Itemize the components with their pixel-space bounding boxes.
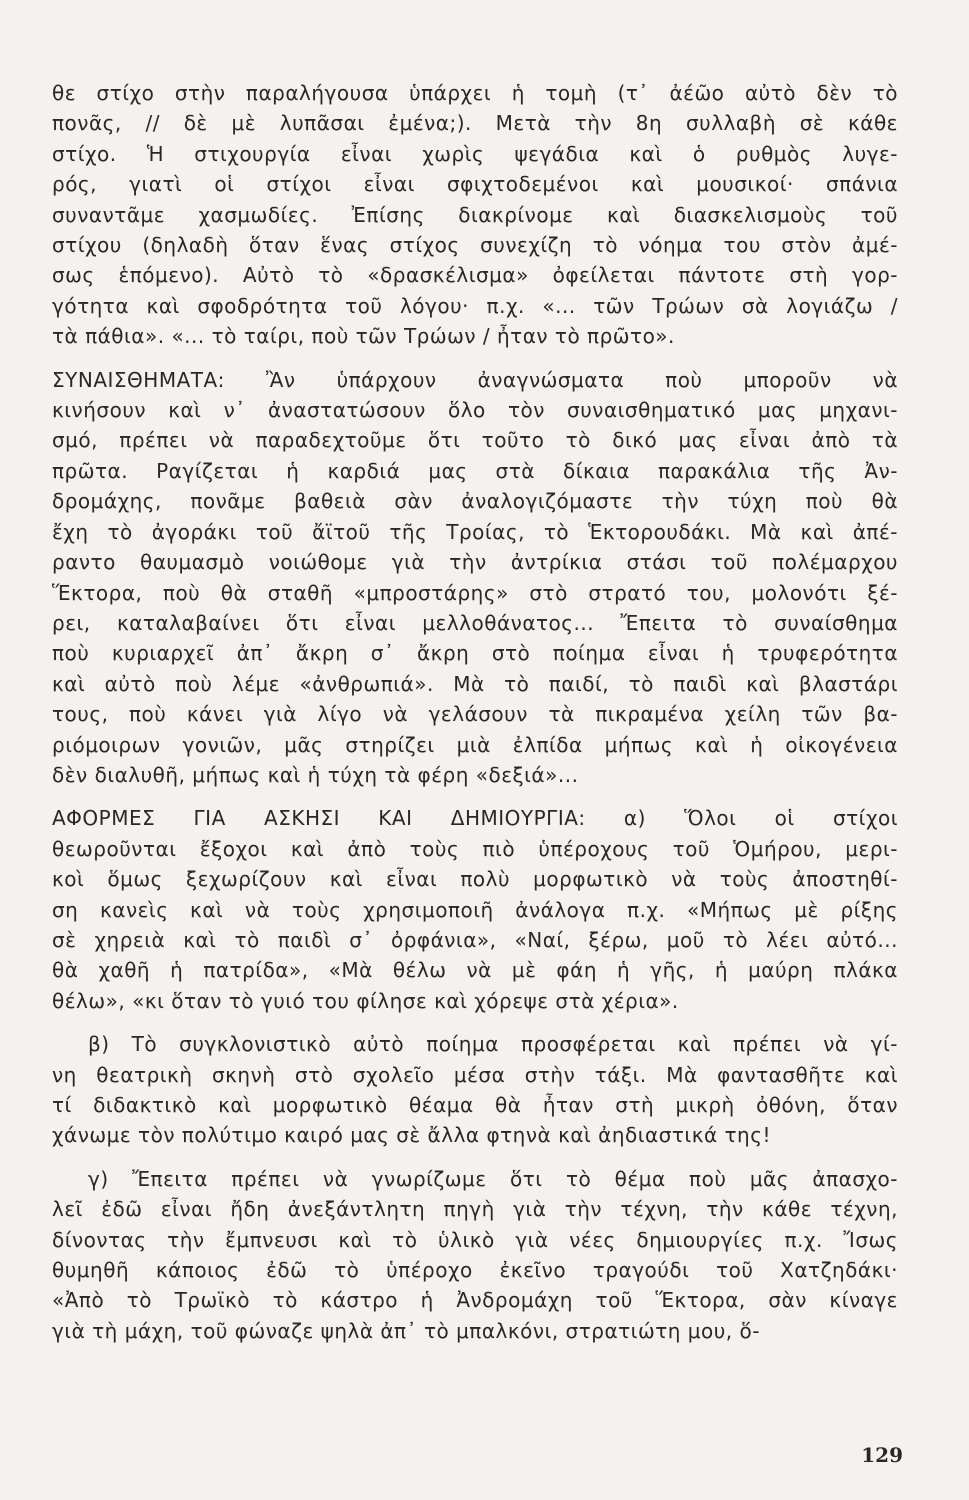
paragraph	[52, 803, 898, 1016]
text-line: ραντο θαυμασμὸ νοιώθομε γιὰ τὴν ἀντρίκια στάσι τοῦ πολέμαρχου	[52, 550, 898, 575]
text-line: δρομάχης, πονᾶμε βαθειὰ σὰν ἀναλογιζόμαστε τὴν τύχη ποὺ θὰ	[52, 489, 898, 514]
text-line: χάνωμε τὸν πολύτιμο καιρό μας σὲ ἄλλα φτηνὰ καὶ ἀηδιαστικά της!	[52, 1123, 771, 1148]
paragraph	[52, 1164, 898, 1346]
text-line: ποὺ κυριαρχεῖ ἀπ᾽ ἄκρη σ᾽ ἄκρη στὸ ποίημα εἶναι ἡ τρυφερότητα	[52, 641, 898, 666]
paragraph-gap	[52, 1151, 898, 1164]
text-line: λεῖ ἐδῶ εἶναι ἤδη ἀνεξάντλητη πηγὴ γιὰ τὴν τέχνη, τὴν κάθε τέχνη,	[52, 1197, 898, 1222]
body-text	[52, 78, 898, 1346]
text-line: Ἕκτορα, ποὺ θὰ σταθῆ «μπροστάρης» στὸ στρατό του, μολονότι ξέ-	[52, 580, 898, 605]
text-line: γότητα καὶ σφοδρότητα τοῦ λόγου· π.χ. «... τῶν Τρώων σὰ λογιάζω /	[52, 293, 898, 318]
text-line: γ) Ἔπειτα πρέπει νὰ γνωρίζωμε ὅτι τὸ θέμα ποὺ μᾶς ἀπασχο-	[88, 1166, 898, 1191]
text-line: δὲν διαλυθῆ, μήπως καὶ ἡ τύχη τὰ φέρη «δεξιά»...	[52, 762, 579, 787]
text-line: πρῶτα. Ραγίζεται ἡ καρδιά μας στὰ δίκαια παρακάλια τῆς Ἀν-	[52, 458, 898, 483]
paragraph	[52, 1029, 898, 1151]
page-number: 129	[861, 1443, 903, 1467]
text-line: θε στίχο στὴν παραλήγουσα ὑπάρχει ἡ τομὴ (τ᾽ ἀέῶο αὐτὸ δὲν τὸ	[52, 81, 898, 105]
text-line: θυμηθῆ κάποιος ἐδῶ τὸ ὑπέροχο ἐκεῖνο τραγούδι τοῦ Χατζηδάκι·	[52, 1258, 898, 1283]
text-line: ριόμοιρων γονιῶν, μᾶς στηρίζει μιὰ ἐλπίδα μήπως καὶ ἡ οἰκογένεια	[52, 732, 898, 757]
text-line: καὶ αὐτὸ ποὺ λέμε «ἀνθρωπιά». Μὰ τὸ παιδί, τὸ παιδὶ καὶ βλαστάρι	[52, 671, 898, 696]
text-line: πονᾶς, // δὲ μὲ λυπᾶσαι ἐμένα;). Μετὰ τὴν 8η συλλαβὴ σὲ κάθε	[52, 111, 898, 136]
text-line: κινήσουν καὶ ν᾽ ἀναστατώσουν ὅλο τὸν συναισθηματικό μας μηχανι-	[52, 398, 898, 423]
text-line: σως ἑπόμενο). Αὐτὸ τὸ «δρασκέλισμα» ὀφείλεται πάντοτε στὴ γορ-	[52, 263, 898, 288]
paragraph	[52, 78, 898, 352]
text-line: β) Τὸ συγκλονιστικὸ αὐτὸ ποίημα προσφέρεται καὶ πρέπει νὰ γί-	[88, 1032, 898, 1057]
text-line: στίχο. Ἡ στιχουργία εἶναι χωρὶς ψεγάδια καὶ ὁ ρυθμὸς λυγε-	[52, 141, 898, 166]
paragraph-gap	[52, 352, 898, 365]
text-line: θεωροῦνται ἔξοχοι καὶ ἀπὸ τοὺς πιὸ ὑπέροχους τοῦ Ὁμήρου, μερι-	[52, 836, 898, 861]
text-line: ρός, γιατὶ οἱ στίχοι εἶναι σφιχτοδεμένοι καὶ μουσικοί· σπάνια	[52, 172, 898, 197]
text-line: ρει, καταλαβαίνει ὅτι εἶναι μελλοθάνατος... Ἔπειτα τὸ συναίσθημα	[52, 610, 898, 635]
text-line: γιὰ τὴ μάχη, τοῦ φώναζε ψηλὰ ἀπ᾽ τὸ μπαλκόνι, στρατιώτη μου, ὅ-	[52, 1318, 760, 1343]
text-line: κοὶ ὅμως ξεχωρίζουν καὶ εἶναι πολὺ μορφωτικὸ νὰ τοὺς ἀποστηθί-	[52, 867, 898, 892]
text-line: ΣΥΝΑΙΣΘΗΜΑΤΑ: Ἂν ὑπάρχουν ἀναγνώσματα ποὺ μποροῦν νὰ	[52, 367, 898, 392]
paragraph-gap	[52, 1016, 898, 1029]
text-line: νη θεατρικὴ σκηνὴ στὸ σχολεῖο μέσα στὴν τάξι. Μὰ φαντασθῆτε καὶ	[52, 1062, 898, 1087]
text-line: θὰ χαθῆ ἡ πατρίδα», «Μὰ θέλω νὰ μὲ φάη ἡ γῆς, ἡ μαύρη πλάκα	[52, 958, 898, 983]
text-line: σὲ χηρειὰ καὶ τὸ παιδὶ σ᾽ ὀρφάνια», «Ναί, ξέρω, μοῦ τὸ λέει αὐτό...	[52, 927, 898, 952]
text-line: στίχου (δηλαδὴ ὅταν ἕνας στίχος συνεχίζη τὸ νόημα του στὸν ἀμέ-	[52, 233, 898, 258]
text-line: σμό, πρέπει νὰ παραδεχτοῦμε ὅτι τοῦτο τὸ δικό μας εἶναι ἀπὸ τὰ	[52, 428, 898, 453]
text-line: τους, ποὺ κάνει γιὰ λίγο νὰ γελάσουν τὰ πικραμένα χείλη τῶν βα-	[52, 702, 898, 727]
text-line: «Ἀπὸ τὸ Τρωϊκὸ τὸ κάστρο ἡ Ἀνδρομάχη τοῦ Ἕκτορα, σὰν κίναγε	[52, 1288, 898, 1313]
text-line: τὰ πάθια». «... τὸ ταίρι, ποὺ τῶν Τρώων / ἦταν τὸ πρῶτο».	[52, 324, 675, 349]
text-line: τί διδακτικὸ καὶ μορφωτικὸ θέαμα θὰ ἦταν στὴ μικρὴ ὀθόνη, ὅταν	[52, 1093, 898, 1117]
paragraph-gap	[52, 790, 898, 803]
text-line: συναντᾶμε χασμωδίες. Ἐπίσης διακρίνομε καὶ διασκελισμοὺς τοῦ	[52, 202, 898, 227]
text-line: ΑΦΟΡΜΕΣ ΓΙΑ ΑΣΚΗΣΙ ΚΑΙ ΔΗΜΙΟΥΡΓΙΑ: α) Ὅλοι οἱ στίχοι	[52, 806, 898, 831]
text-line: ση κανεὶς καὶ νὰ τοὺς χρησιμοποιῆ ἀνάλογα π.χ. «Μήπως μὲ ρίξης	[52, 897, 898, 922]
text-line: δίνοντας τὴν ἔμπνευσι καὶ τὸ ὑλικὸ γιὰ νέες δημιουργίες π.χ. Ἴσως	[52, 1227, 898, 1252]
paragraph	[52, 365, 898, 791]
text-line: ἔχη τὸ ἀγοράκι τοῦ ἄϊτοῦ τῆς Τροίας, τὸ Ἑκτορουδάκι. Μὰ καὶ ἀπέ-	[52, 519, 898, 544]
text-line: θέλω», «κι ὅταν τὸ γυιό του φίλησε καὶ χόρεψε στὰ χέρια».	[52, 988, 679, 1013]
